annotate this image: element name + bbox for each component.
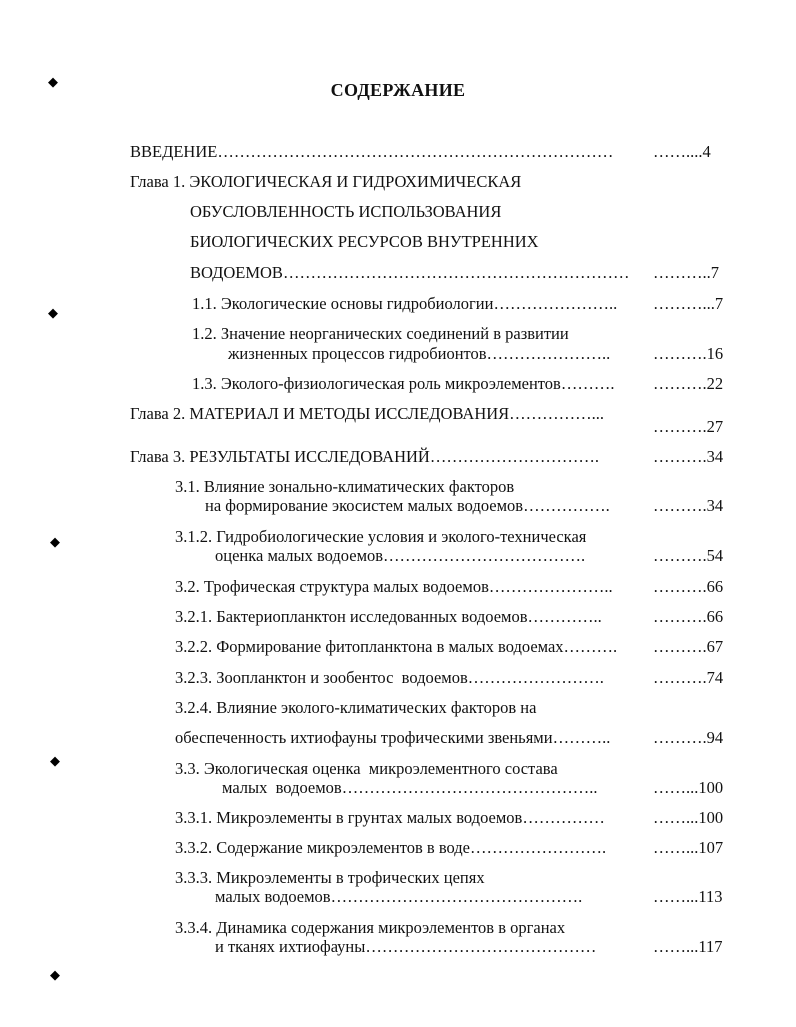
toc-page-number: ……...117	[653, 937, 723, 956]
binding-mark: ◆	[50, 753, 60, 768]
page-title: СОДЕРЖАНИЕ	[330, 80, 466, 100]
toc-entry-3-1-2-line-2: оценка малых водоемов……………………………….	[215, 546, 586, 565]
toc-entry-1-2: 1.2. Значение неорганических соединений в развитии	[192, 324, 569, 343]
toc-entry-1-2-line-2: жизненных процессов гидробионтов…………………..	[228, 344, 611, 363]
toc-page-number: ……….94	[653, 728, 724, 747]
toc-entry-3-3-2: 3.3.2. Содержание микроэлементов в воде…………………….	[175, 838, 607, 857]
binding-mark: ◆	[48, 305, 58, 320]
toc-entry-1-3: 1.3. Эколого-физиологическая роль микроэлементов……….	[192, 374, 615, 393]
toc-entry-3-2-2: 3.2.2. Формирование фитопланктона в малых водоемах……….	[175, 637, 618, 656]
toc-page-number: ……….16	[653, 344, 724, 363]
toc-page-number: ……...113	[653, 887, 723, 906]
toc-entry-3-1: 3.1. Влияние зонально-климатических факторов	[175, 477, 515, 496]
toc-entry-3-2-4-line-2: обеспеченность ихтиофауны трофическими звеньями………..	[175, 728, 611, 747]
toc-page-number: ……….34	[653, 447, 724, 466]
toc-entry-chapter-1: Глава 1. ЭКОЛОГИЧЕСКАЯ И ГИДРОХИМИЧЕСКАЯ	[130, 172, 522, 191]
binding-mark: ◆	[50, 967, 60, 982]
binding-mark: ◆	[50, 534, 60, 549]
toc-page-number: ……….66	[653, 577, 724, 596]
toc-entry-3-2-1: 3.2.1. Бактериопланктон исследованных водоемов…………..	[175, 607, 602, 626]
toc-entry-1-1: 1.1. Экологические основы гидробиологии…………………..	[192, 294, 618, 313]
toc-page-number: ……….22	[653, 374, 724, 393]
toc-page-number: ……….74	[653, 668, 724, 687]
toc-page-number: ……….34	[653, 496, 724, 515]
toc-page-number: ………..7	[653, 263, 719, 282]
toc-page-number: ……….67	[653, 637, 724, 656]
toc-entry-3-3-4-line-2: и тканях ихтиофауны……………………………………	[215, 937, 597, 956]
toc-entry-3-1-2: 3.1.2. Гидробиологические условия и эколого-техническая	[175, 527, 587, 546]
toc-page-number: ……...100	[653, 778, 724, 797]
toc-entry-3-2-4: 3.2.4. Влияние эколого-климатических факторов на	[175, 698, 537, 717]
toc-page-number: ……....4	[653, 142, 711, 161]
toc-entry-3-3-4: 3.3.4. Динамика содержания микроэлементов в органах	[175, 918, 566, 937]
toc-entry-chapter-2: Глава 2. МАТЕРИАЛ И МЕТОДЫ ИССЛЕДОВАНИЯ……………...	[130, 404, 605, 423]
toc-entry-introduction: ВВЕДЕНИЕ………………………………………………………………	[130, 142, 614, 161]
toc-page-number: ……...107	[653, 838, 724, 857]
binding-mark: ◆	[48, 74, 58, 89]
toc-entry-chapter-1-line-2: ОБУСЛОВЛЕННОСТЬ ИСПОЛЬЗОВАНИЯ	[190, 202, 502, 221]
toc-entry-3-2-3: 3.2.3. Зоопланктон и зообентос водоемов…………………….	[175, 668, 604, 687]
toc-entry-3-3-line-2: малых водоемов………………………………………..	[222, 778, 598, 797]
toc-entry-chapter-1-line-4: ВОДОЕМОВ………………………………………………………	[190, 263, 630, 282]
toc-entry-3-1-line-2: на формирование экосистем малых водоемов…………….	[205, 496, 610, 515]
toc-entry-3-3-3: 3.3.3. Микроэлементы в трофических цепях	[175, 868, 485, 887]
toc-page-number: ……….66	[653, 607, 724, 626]
toc-page-number: ……….27	[653, 417, 724, 436]
toc-entry-3-3-1: 3.3.1. Микроэлементы в грунтах малых водоемов……………	[175, 808, 605, 827]
toc-entry-3-2: 3.2. Трофическая структура малых водоемов…………………..	[175, 577, 613, 596]
toc-entry-chapter-3: Глава 3. РЕЗУЛЬТАТЫ ИССЛЕДОВАНИЙ………………………….	[130, 447, 599, 466]
toc-entry-3-3: 3.3. Экологическая оценка микроэлементного состава	[175, 759, 558, 778]
toc-page-number: ………...7	[653, 294, 724, 313]
toc-entry-3-3-3-line-2: малых водоемов……………………………………….	[215, 887, 583, 906]
toc-page-number: ……….54	[653, 546, 724, 565]
toc-page-number: ……...100	[653, 808, 724, 827]
toc-entry-chapter-1-line-3: БИОЛОГИЧЕСКИХ РЕСУРСОВ ВНУТРЕННИХ	[190, 232, 539, 251]
